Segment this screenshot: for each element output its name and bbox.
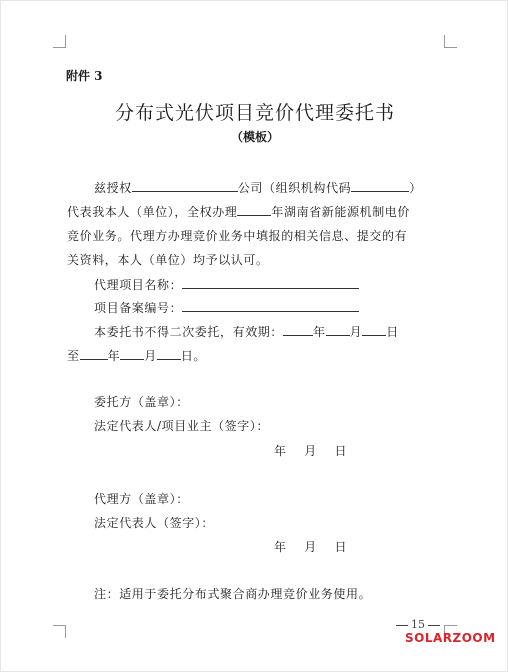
validity-text: 本委托书不得二次委托，有效期：	[94, 325, 284, 339]
document-subtitle: （模板）	[230, 130, 279, 144]
start-day-blank	[362, 323, 386, 336]
project-code-blank	[182, 299, 359, 312]
start-month-blank	[326, 323, 350, 336]
paragraph-line-4: 关资料，本人（单位）均予以认可。	[67, 253, 269, 267]
usage-note: 注：适用于委托分布式聚合商办理竞价业务使用。	[94, 587, 372, 601]
month-label: 月	[349, 325, 363, 339]
document-title: 分布式光伏项目竞价代理委托书	[114, 102, 395, 124]
principal-seal-label: 委托方（盖章）：	[94, 395, 189, 409]
close-paren: ）	[409, 181, 422, 195]
representative-line	[67, 203, 410, 220]
page-number-value: 15	[411, 618, 425, 631]
authorization-line	[94, 179, 422, 196]
day-label: 日	[386, 325, 399, 339]
attachment-label: 附件 3	[66, 69, 103, 83]
principal-date: 年 月 日	[274, 444, 348, 458]
project-name-label: 代理项目名称：	[94, 278, 183, 292]
year-blank	[237, 203, 271, 216]
start-year-blank	[283, 323, 313, 336]
page-number	[393, 618, 443, 631]
project-name-row	[94, 276, 359, 293]
validity-line	[94, 323, 399, 340]
project-code-row	[94, 299, 359, 316]
page-dash-right	[428, 625, 440, 626]
to-label: 至	[67, 349, 80, 363]
company-code-text: 公司（组织机构代码	[237, 181, 352, 195]
page-dash-left	[396, 625, 408, 626]
principal-rep-label: 法定代表人/项目业主（签字）：	[94, 419, 270, 433]
crop-mark-top-left	[53, 35, 66, 48]
end-year-blank	[80, 347, 108, 360]
paragraph-line-3: 竞价业务。代理方办理竞价业务中填报的相关信息、提交的有	[67, 229, 408, 243]
competition-year-text: 年湖南省新能源机制电价	[271, 205, 411, 219]
validity-end-line	[67, 347, 206, 364]
represent-text: 代表我本人（单位），全权办理	[67, 205, 238, 219]
year-label: 年	[107, 349, 121, 363]
crop-mark-top-right	[444, 35, 457, 48]
agent-date: 年 月 日	[274, 540, 348, 554]
org-code-blank	[351, 179, 409, 192]
day-end-label: 日。	[180, 349, 207, 363]
project-code-label: 项目备案编号：	[94, 301, 183, 315]
company-name-blank	[132, 179, 238, 192]
agent-seal-label: 代理方（盖章）：	[94, 492, 189, 506]
authorize-text: 兹授权	[94, 181, 132, 195]
crop-mark-bottom-left	[53, 625, 66, 638]
year-label: 年	[313, 325, 326, 339]
solarzoom-logo: SOLARZOOM	[405, 631, 496, 645]
end-day-blank	[157, 347, 181, 360]
end-month-blank	[120, 347, 144, 360]
month-label: 月	[144, 349, 157, 363]
project-name-blank	[182, 276, 359, 289]
agent-rep-label: 法定代表人（签字）：	[94, 516, 215, 530]
